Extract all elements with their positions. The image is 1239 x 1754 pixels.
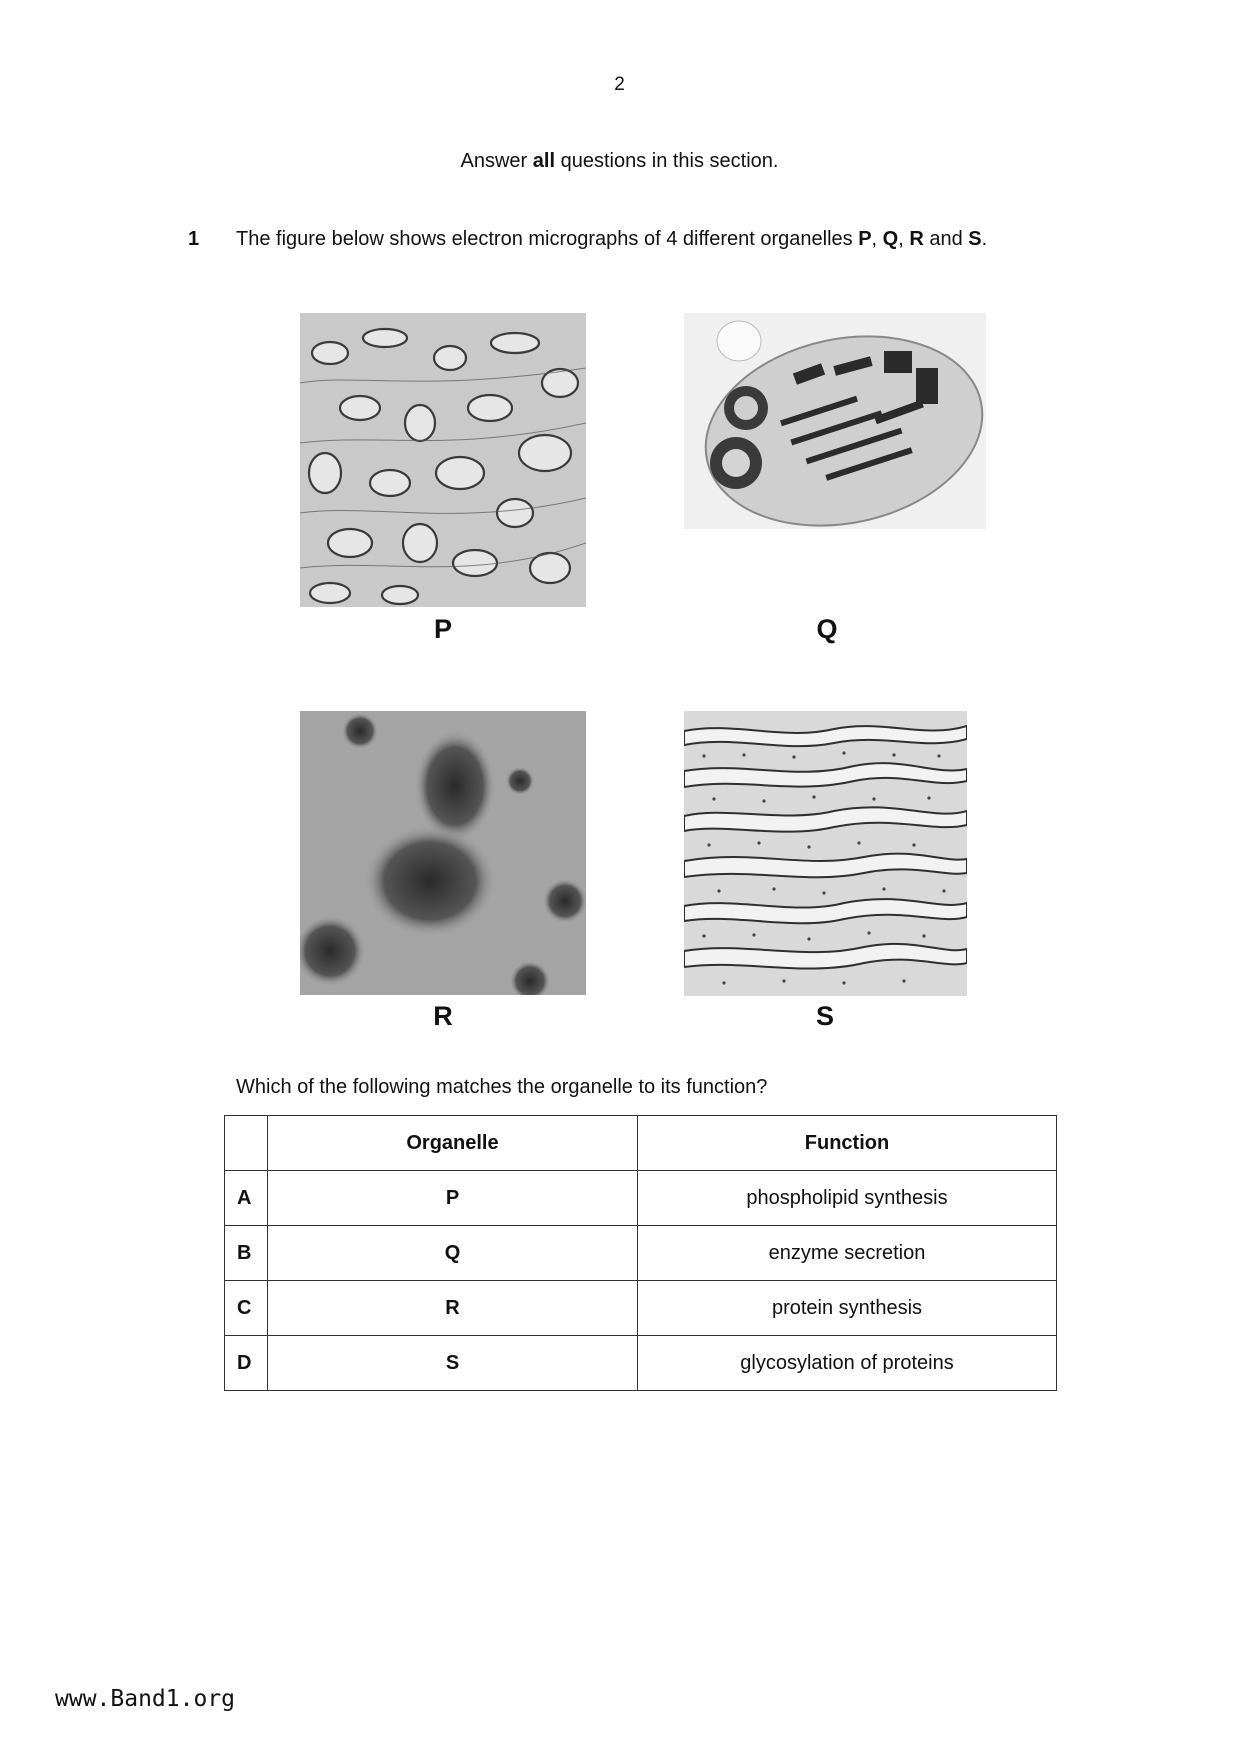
function-cell: enzyme secretion [638, 1226, 1057, 1281]
function-cell: phospholipid synthesis [638, 1171, 1057, 1226]
question-prompt: Which of the following matches the organelle to its function? [236, 1076, 768, 1098]
function-cell: glycosylation of proteins [638, 1336, 1057, 1391]
table-row [225, 1281, 1057, 1336]
section-instruction: Answer all questions in this section. [460, 150, 779, 172]
organelle-cell: R [268, 1281, 638, 1336]
question-number: 1 [188, 228, 200, 250]
header-option [225, 1116, 268, 1171]
micrograph-q [684, 313, 986, 529]
option-letter: C [225, 1281, 268, 1336]
header-organelle: Organelle [268, 1116, 638, 1171]
answer-table [224, 1115, 1057, 1391]
question-text: The figure below shows electron micrographs of 4 different organelles P, Q, R and S. [236, 228, 988, 250]
micrograph-r [300, 711, 586, 995]
header-function: Function [638, 1116, 1057, 1171]
micrograph-s [684, 711, 967, 996]
figure-label-s: S [815, 1001, 834, 1031]
organelle-cell: P [268, 1171, 638, 1226]
table-row [225, 1171, 1057, 1226]
option-letter: D [225, 1336, 268, 1391]
table-row [225, 1226, 1057, 1281]
figure-label-q: Q [816, 614, 838, 644]
organelle-cell: S [268, 1336, 638, 1391]
option-letter: A [225, 1171, 268, 1226]
table-row [225, 1336, 1057, 1391]
function-cell: protein synthesis [638, 1281, 1057, 1336]
page-number: 2 [614, 74, 625, 95]
organelle-cell: Q [268, 1226, 638, 1281]
table-header-row [225, 1116, 1057, 1171]
option-letter: B [225, 1226, 268, 1281]
footer-url: www.Band1.org [55, 1686, 236, 1712]
micrograph-p [300, 313, 586, 607]
figure-label-p: P [433, 614, 452, 644]
figure-label-r: R [433, 1001, 453, 1031]
